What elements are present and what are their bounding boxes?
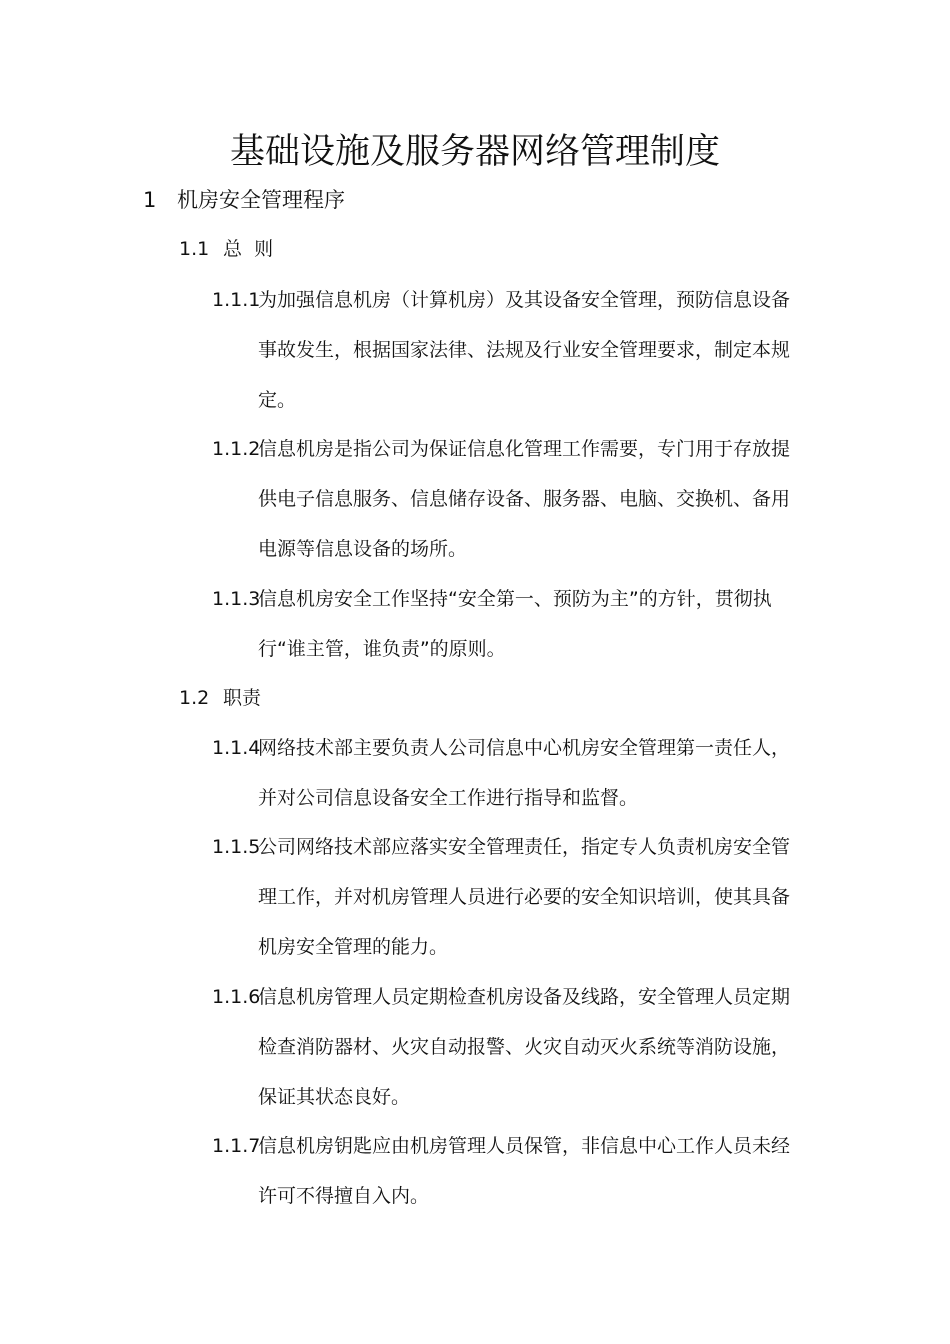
item-line: 信息机房管理人员定期检查机房设备及线路，安全管理人员定期 bbox=[258, 986, 791, 1008]
list-item bbox=[212, 275, 812, 425]
item-number: 1.1.4 bbox=[212, 737, 261, 759]
item-line: 检查消防器材、火灾自动报警、火灾自动灭火系统等消防设施， bbox=[258, 1036, 791, 1058]
subsection-number: 1.1 bbox=[179, 238, 210, 260]
item-number: 1.1.7 bbox=[212, 1135, 261, 1157]
list-item bbox=[212, 972, 812, 1122]
item-text bbox=[258, 1121, 808, 1221]
item-number: 1.1.3 bbox=[212, 588, 261, 610]
item-line: 信息机房安全工作坚持“安全第一、预防为主”的方针，贯彻执 bbox=[258, 588, 772, 610]
item-number: 1.1.5 bbox=[212, 836, 261, 858]
section-number: 1 bbox=[143, 188, 157, 212]
item-line: 保证其状态良好。 bbox=[258, 1086, 411, 1108]
item-line: 信息机房钥匙应由机房管理人员保管，非信息中心工作人员未经 bbox=[258, 1135, 791, 1157]
section-heading bbox=[143, 184, 345, 216]
item-line: 理工作，并对机房管理人员进行必要的安全知识培训，使其具备 bbox=[258, 886, 791, 908]
item-line: 信息机房是指公司为保证信息化管理工作需要，专门用于存放提 bbox=[258, 438, 791, 460]
item-text bbox=[258, 723, 808, 823]
item-line: 事故发生，根据国家法律、法规及行业安全管理要求，制定本规 bbox=[258, 339, 791, 361]
item-text bbox=[258, 275, 808, 425]
subsection-title: 职责 bbox=[223, 687, 262, 709]
subsection-heading bbox=[179, 683, 261, 713]
list-item bbox=[212, 574, 812, 674]
list-item bbox=[212, 1121, 812, 1221]
item-line: 行“谁主管，谁负责”的原则。 bbox=[258, 638, 506, 660]
document-title: 基础设施及服务器网络管理制度 bbox=[229, 132, 720, 172]
item-number: 1.1.2 bbox=[212, 438, 261, 460]
item-line: 许可不得擅自入内。 bbox=[258, 1185, 430, 1207]
subsection-title: 总 则 bbox=[223, 238, 274, 260]
item-text bbox=[258, 972, 808, 1122]
item-text bbox=[258, 574, 808, 674]
item-number: 1.1.1 bbox=[212, 289, 261, 311]
item-line: 定。 bbox=[258, 389, 297, 411]
item-text bbox=[258, 822, 808, 972]
item-number: 1.1.6 bbox=[212, 986, 261, 1008]
item-line: 为加强信息机房（计算机房）及其设备安全管理，预防信息设备 bbox=[258, 289, 791, 311]
list-item bbox=[212, 424, 812, 574]
item-text bbox=[258, 424, 808, 574]
item-line: 公司网络技术部应落实安全管理责任，指定专人负责机房安全管 bbox=[258, 836, 791, 858]
item-line: 并对公司信息设备安全工作进行指导和监督。 bbox=[258, 787, 639, 809]
item-line: 电源等信息设备的场所。 bbox=[258, 538, 468, 560]
subsection-heading bbox=[179, 234, 273, 264]
list-item bbox=[212, 822, 812, 972]
item-line: 网络技术部主要负责人公司信息中心机房安全管理第一责任人， bbox=[258, 737, 791, 759]
item-line: 机房安全管理的能力。 bbox=[258, 936, 449, 958]
subsection-number: 1.2 bbox=[179, 687, 210, 709]
list-item bbox=[212, 723, 812, 823]
item-line: 供电子信息服务、信息储存设备、服务器、电脑、交换机、备用 bbox=[258, 488, 791, 510]
section-title: 机房安全管理程序 bbox=[177, 188, 345, 212]
